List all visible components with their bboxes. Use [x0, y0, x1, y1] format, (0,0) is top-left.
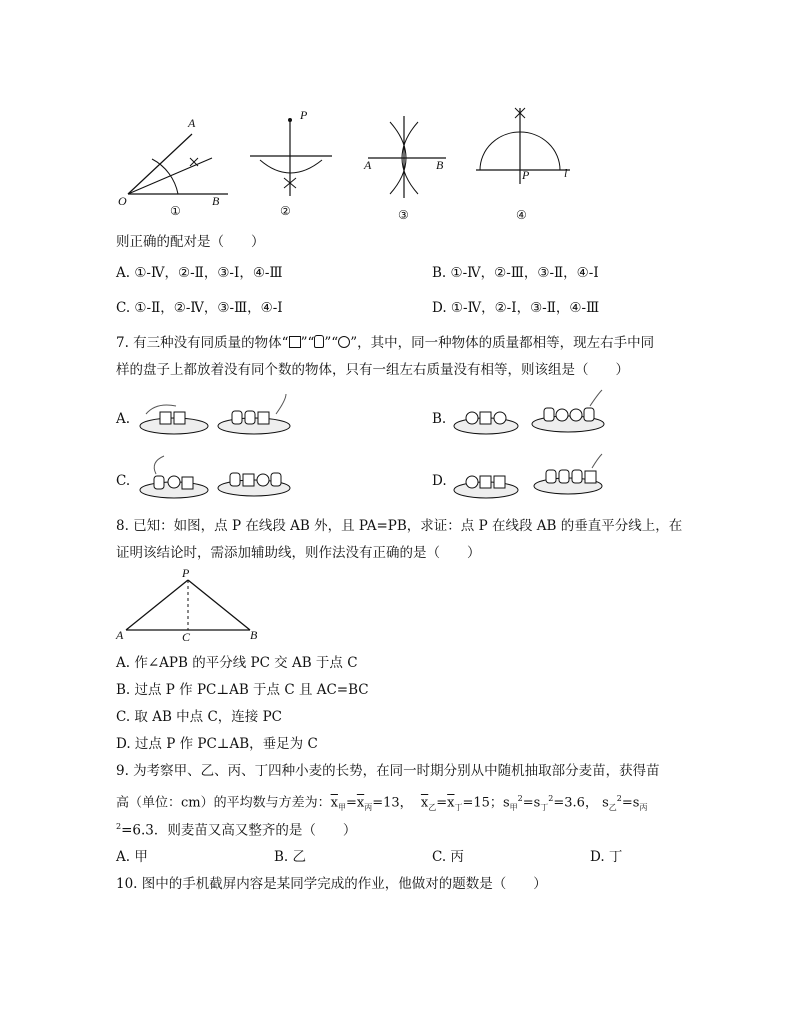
- superscript: 2: [548, 794, 554, 803]
- label-a: A: [364, 158, 372, 172]
- q7-text: ”“: [324, 335, 339, 351]
- label-a: A: [188, 116, 196, 130]
- subscript: 丙: [639, 802, 648, 812]
- q9-option-b[interactable]: B. 乙: [274, 849, 307, 865]
- balance-plates-icon: [136, 452, 296, 504]
- q7-option-b-label[interactable]: B.: [432, 411, 447, 427]
- label-c: C: [182, 630, 191, 644]
- q7-line-2: 样的盘子上都放着没有同个数的物体，只有一组左右质量没有相等，则该组是（ ）: [116, 362, 629, 378]
- q8-figure: [116, 566, 266, 646]
- subscript: 丁: [540, 802, 549, 812]
- label-b: B: [250, 628, 258, 642]
- balance-plates-icon: [450, 388, 610, 442]
- q9-text: 高（单位：cm）的平均数与方差为：: [116, 795, 331, 811]
- q8-option-c[interactable]: C. 取 AB 中点 C，连接 PC: [116, 709, 283, 725]
- q7-option-c-image[interactable]: [136, 452, 296, 504]
- label-l: l: [564, 166, 568, 180]
- q6-option-d[interactable]: D. ①-Ⅳ，②-Ⅰ，③-Ⅱ，④-Ⅲ: [432, 300, 600, 316]
- balance-plates-icon: [450, 452, 610, 504]
- variance-symbol: s: [533, 795, 541, 811]
- superscript: 2: [116, 822, 122, 831]
- q8-option-d[interactable]: D. 过点 P 作 PC⊥AB，垂足为 C: [116, 736, 318, 752]
- q7-option-c-label[interactable]: C.: [116, 473, 131, 489]
- q8-option-b[interactable]: B. 过点 P 作 PC⊥AB 于点 C 且 AC=BC: [116, 682, 369, 698]
- q6-option-a[interactable]: A. ①-Ⅳ，②-Ⅱ，③-Ⅰ，④-Ⅲ: [116, 265, 283, 281]
- label-o: O: [118, 194, 127, 208]
- q6-option-b[interactable]: B. ①-Ⅳ，②-Ⅲ，③-Ⅱ，④-Ⅰ: [432, 265, 599, 281]
- superscript: 2: [517, 794, 523, 803]
- q6-option-c[interactable]: C. ①-Ⅱ，②-Ⅳ，③-Ⅲ，④-Ⅰ: [116, 300, 283, 316]
- label-b: B: [436, 158, 444, 172]
- q8-line-1: 8. 已知：如图，点 P 在线段 AB 外，且 PA=PB，求证：点 P 在线段 AB 的垂直平分线上，在: [116, 518, 683, 534]
- label-p: P: [522, 168, 530, 182]
- label-a: A: [116, 628, 124, 642]
- value: =15；: [462, 795, 503, 811]
- subscript: 丙: [364, 802, 373, 812]
- variance-symbol: s: [602, 795, 609, 811]
- balance-plates-icon: [136, 390, 296, 442]
- subscript: 甲: [337, 802, 346, 812]
- subscript: 乙: [608, 802, 617, 812]
- mean-symbol: $\overline{x}$: [330, 795, 338, 811]
- equals: =: [436, 795, 448, 811]
- value: =3.6，: [553, 795, 598, 811]
- variance-symbol: s: [502, 795, 510, 811]
- q9-option-d[interactable]: D. 丁: [590, 849, 623, 865]
- sphere-icon: [338, 336, 350, 348]
- q6-figure-1: [116, 112, 236, 222]
- q9-text: =6.3．则麦苗又高又整齐的是（ ）: [121, 822, 357, 839]
- q8-line-2: 证明该结论时，需添加辅助线，则作法没有正确的是（ ）: [116, 545, 481, 561]
- cylinder-icon: [314, 335, 324, 348]
- caption-2: ②: [280, 204, 291, 218]
- q7-line-1: [116, 334, 654, 352]
- perpendicular-at-point-construction: [470, 100, 580, 224]
- q6-figure-2: [246, 108, 336, 222]
- value: =13，: [372, 795, 413, 811]
- mean-symbol: $\overline{x}$: [447, 795, 455, 811]
- mean-symbol: $\overline{x}$: [420, 795, 429, 811]
- q7-text: 7. 有三种没有同质量的物体“: [116, 335, 289, 351]
- caption-1: ①: [170, 204, 181, 218]
- cube-icon: [289, 336, 301, 348]
- equals: =: [345, 795, 357, 811]
- perpendicular-from-point-construction: [246, 108, 336, 222]
- q9-line-1: 9. 为考察甲、乙、丙、丁四种小麦的长势，在同一时期分别从中随机抽取部分麦苗，获得苗: [116, 763, 660, 779]
- q6-figure-4: [470, 100, 580, 224]
- variance-symbol: s: [632, 795, 640, 811]
- q6-figure-3: [360, 112, 450, 224]
- subscript: 丁: [454, 802, 463, 812]
- label-p: P: [300, 108, 308, 122]
- q7-text: ”，其中，同一种物体的质量都相等，现左右手中同: [350, 335, 655, 351]
- q7-text: ”“: [300, 335, 315, 351]
- q9-option-c[interactable]: C. 丙: [432, 849, 464, 865]
- label-p: P: [182, 566, 190, 580]
- mean-symbol: $\overline{x}$: [356, 795, 365, 811]
- caption-3: ③: [398, 208, 409, 222]
- isosceles-triangle-diagram: [116, 566, 266, 646]
- superscript: 2: [616, 794, 622, 803]
- q6-prompt: 则正确的配对是（ ）: [116, 234, 265, 250]
- q10-line-1: 10. 图中的手机截屏内容是某同学完成的作业，他做对的题数是（ ）: [116, 876, 547, 892]
- q8-option-a[interactable]: A. 作∠APB 的平分线 PC 交 AB 于点 C: [116, 655, 358, 671]
- equals: =: [621, 795, 633, 811]
- q7-option-b-image[interactable]: [450, 388, 610, 442]
- subscript: 甲: [509, 802, 518, 812]
- label-b: B: [212, 194, 220, 208]
- q7-option-a-image[interactable]: [136, 390, 296, 442]
- q7-option-a-label[interactable]: A.: [116, 411, 131, 427]
- q7-option-d-image[interactable]: [450, 452, 610, 504]
- equals: =: [522, 795, 534, 811]
- q7-option-d-label[interactable]: D.: [432, 473, 447, 489]
- q9-line-2: [116, 790, 647, 817]
- caption-4: ④: [516, 208, 527, 222]
- q9-option-a[interactable]: A. 甲: [116, 849, 148, 865]
- q9-line-3: [116, 818, 356, 840]
- subscript: 乙: [428, 802, 437, 812]
